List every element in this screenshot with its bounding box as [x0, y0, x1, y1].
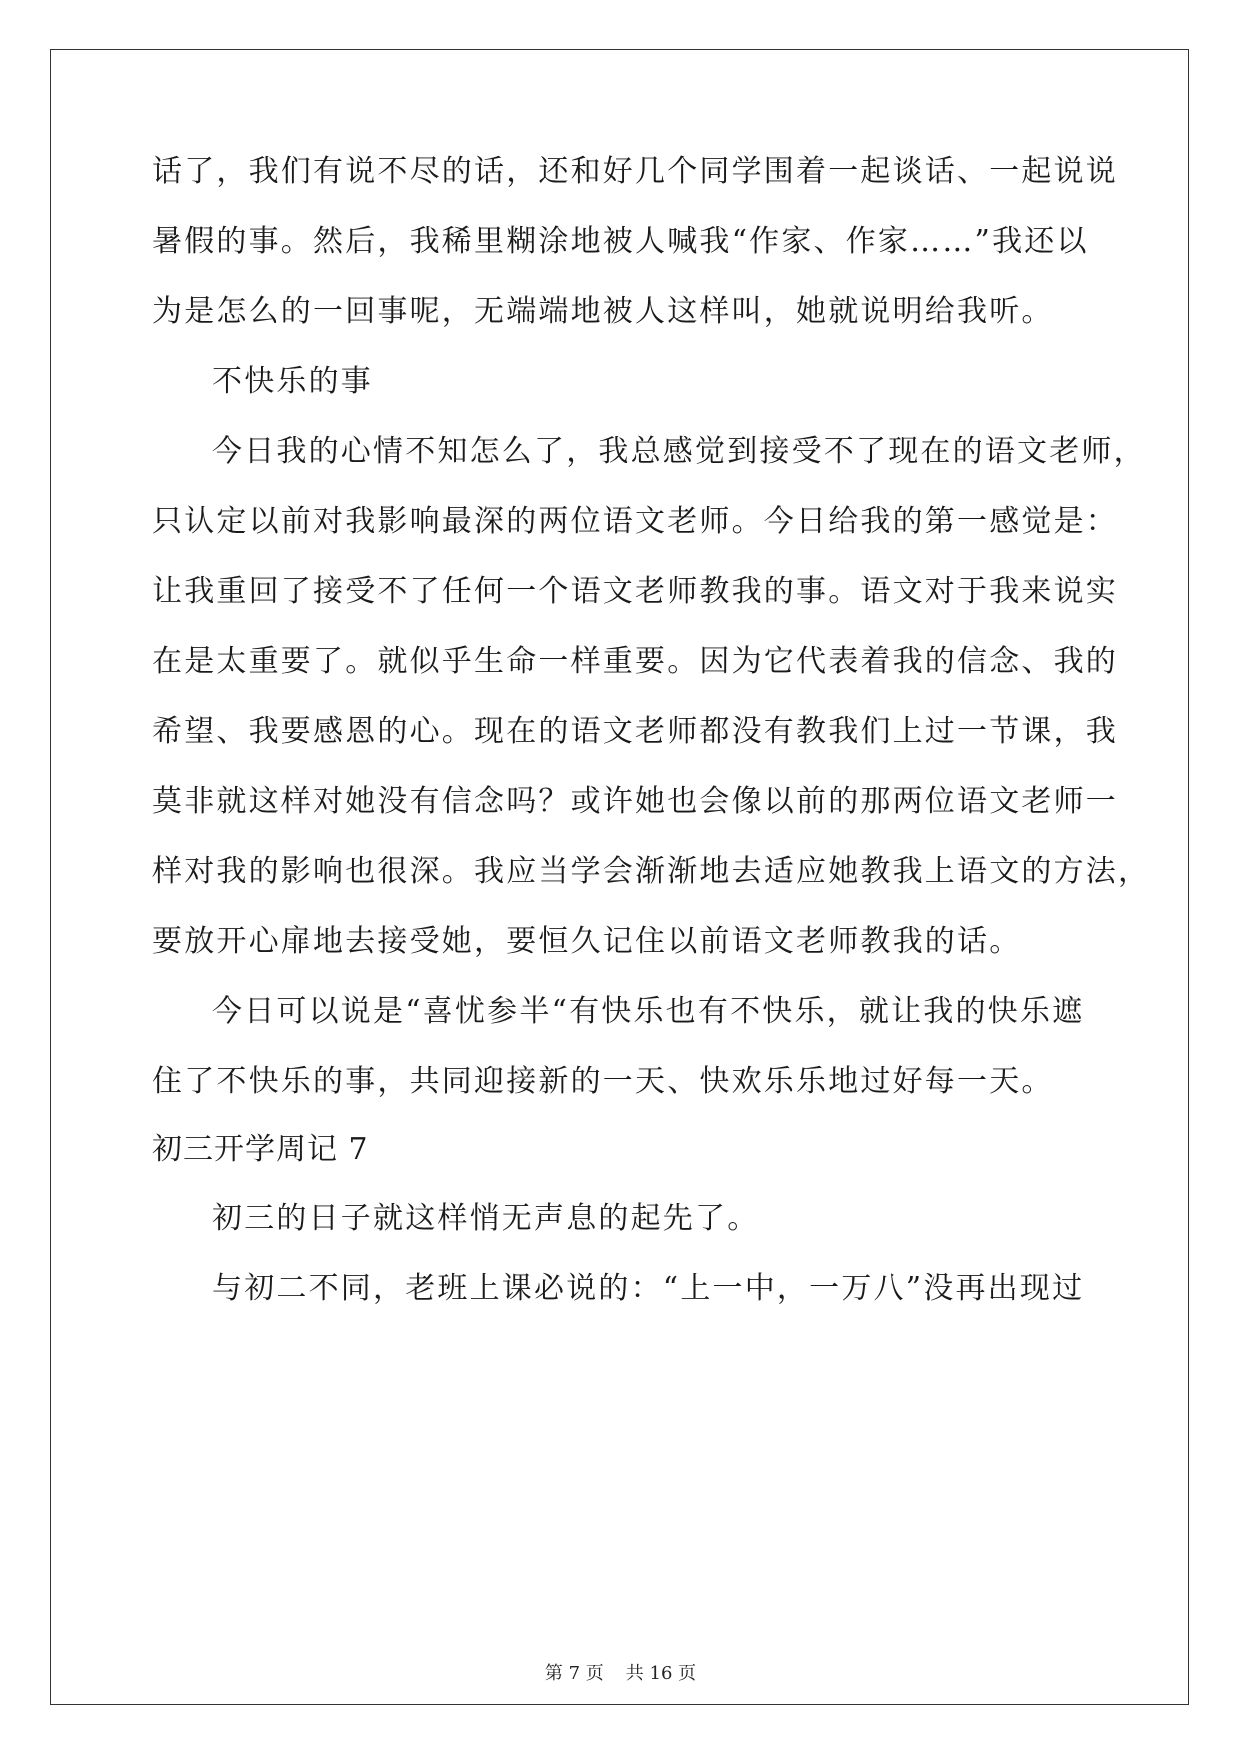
article-title: 初三开学周记 7 — [152, 1132, 369, 1167]
body-line-14: 住了不快乐的事，共同迎接新的一天、快欢乐乐地过好每一天。 — [152, 1064, 1054, 1099]
body-line-3: 为是怎么的一回事呢，无端端地被人这样叫，她就说明给我听。 — [152, 294, 1054, 329]
page-total: 共 16 页 — [625, 1663, 697, 1684]
body-line-6: 只认定以前对我影响最深的两位语文老师。今日给我的第一感觉是： — [152, 504, 1118, 539]
body-line-11: 样对我的影响也很深。我应当学会渐渐地去适应她教我上语文的方法， — [152, 854, 1151, 889]
body-line-2: 暑假的事。然后，我稀里糊涂地被人喊我“作家、作家……”我还以 — [152, 224, 1089, 259]
body-line-13: 今日可以说是“喜忧参半“有快乐也有不快乐，就让我的快乐遮 — [212, 994, 1085, 1029]
body-line-17: 与初二不同，老班上课必说的：“上一中，一万八”没再出现过 — [212, 1271, 1085, 1306]
body-line-8: 在是太重要了。就似乎生命一样重要。因为它代表着我的信念、我的 — [152, 644, 1118, 679]
section-heading: 不快乐的事 — [212, 364, 373, 399]
page-footer — [0, 1662, 1241, 1686]
body-line-5: 今日我的心情不知怎么了，我总感觉到接受不了现在的语文老师， — [212, 434, 1146, 469]
body-line-7: 让我重回了接受不了任何一个语文老师教我的事。语文对于我来说实 — [152, 574, 1118, 609]
body-line-9: 希望、我要感恩的心。现在的语文老师都没有教我们上过一节课，我 — [152, 714, 1118, 749]
body-line-16: 初三的日子就这样悄无声息的起先了。 — [212, 1201, 760, 1236]
body-line-1: 话了，我们有说不尽的话，还和好几个同学围着一起谈话、一起说说 — [152, 154, 1118, 189]
body-line-12: 要放开心扉地去接受她，要恒久记住以前语文老师教我的话。 — [152, 924, 1022, 959]
page-number: 第 7 页 — [544, 1663, 604, 1684]
body-line-10: 莫非就这样对她没有信念吗？或许她也会像以前的那两位语文老师一 — [152, 784, 1118, 819]
